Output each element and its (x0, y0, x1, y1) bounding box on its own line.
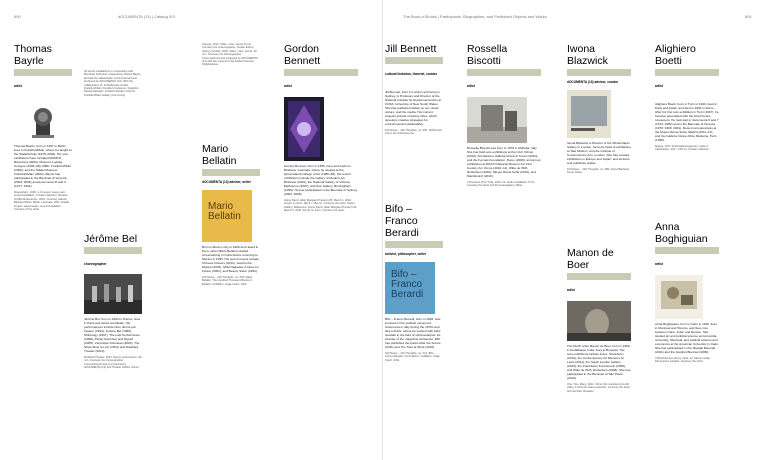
entry-works: 100 Notes – 100 Thoughts, no. 080. Iwona Blazwick, Some Notes. (567, 168, 630, 175)
biscotti-installation-photo (467, 97, 527, 143)
entry-works: One, Two, Many, 2012. 16mm film transferred to HD video, 3-channel video projection. Courtesy the artist and Jan Mot, Brussels. (567, 383, 630, 393)
entry-name: Jill Bennett (385, 43, 437, 55)
entry-name: Rossella Biscotti (467, 43, 508, 67)
de-boer-film-still-photo (567, 301, 631, 341)
boghiguian-drawing-image (655, 275, 703, 319)
right-running-head: The Book of Books | Participants, Biographies, and Published Objects and Works (403, 14, 547, 19)
entry-jill-bennett (385, 40, 443, 136)
entry-works: Home Décor (after Margaret Preston) #5, March 1, 2010. Acrylic on linen. 152.5 × 152 cm. Courtesy the artist, Sutton Gallery, Melbourne. Home Décor (after Margaret Preston) #6, March 3, 2010. Acrylic on linen. Courtesy the artist. (284, 199, 357, 213)
bel-performance-photo (84, 274, 142, 314)
entry-bio: Gordon Bennett, born in 1955, lives and works in Brisbane, Australia, where he studied at the Queensland College of Art (1986–88). His recent exhibitions include the Gallery of Modern Art, Brisbane (2010), the National Gallery of Victoria, Melbourne (2007), and Ikon Gallery, Birmingham (1999). He has participated in the Biennale of Sydney (2000; 2008). (284, 164, 358, 196)
entry-works: Rosenkranz, 2009. 1-ch sound, seven-part, sound installation. Private collection. Rosarie-Ich-Bei-Rosenkranz, 2010. Courtesy Galerie Barbara Weiss, Berlin. Laminate, 2011. Radial engine, sewed seam, sound installation. Courtesy of the artist. (14, 191, 69, 212)
entry-works: Unfinished Symphony, 2011–12. Mixed media. Dimensions variable. Courtesy the artist. (655, 357, 711, 364)
name-bar (567, 273, 631, 280)
entry-thomas-bayrle (14, 40, 72, 211)
entry-role: dOCUMENTA (13) adviser, writer (202, 180, 251, 184)
entry-role: artist (567, 288, 575, 292)
name-bar (385, 57, 443, 64)
entry-iwona-blazwick (567, 40, 631, 175)
left-page-number: 690 (14, 14, 21, 19)
entry-role: dOCUMENTA (13) adviser, curator (567, 80, 619, 84)
notebook-cover-title: Mario Bellatin (208, 201, 241, 222)
name-bar (284, 69, 358, 76)
bennett-painting-image (284, 97, 324, 161)
notebook-cover-title: Bifo – Franco Berardi (391, 269, 424, 300)
entry-bio: Bifo – Franco Berardi, born in 1949, was involved in the political movement Autonomia in Italy during the 1970s and fled to Paris, where he worked with Félix Guattari in the field of schizoanalysis. As founder of the magazine A/traverso, Bifo has published the books After the Future (2011) and The Soul at Work (2010). (385, 317, 441, 349)
entry-bio: Anna Boghiguian, born in Cairo in 1946, lives in Montreal and Toronto, and lives now between Cairo, India, and Europe. She studied art and political science at Concordia University, Montreal, and political science and economics at the American University in Cairo. She has participated in the Sharjah Biennial (2011) and the Istanbul Biennial (2009). (655, 322, 719, 354)
entry-role: artist (655, 262, 663, 266)
entry-role: activist, philosopher, writer (385, 252, 427, 256)
entry-works: Mappa, 1971. Embroidered tapestry made in Afghanistan. 140 × 235 cm. Private collection. (655, 145, 710, 152)
entry-bio: Iwona Blazwick is Director of the Whitechapel Gallery in London, formerly head of exhibitions at Tate Modern, and the Institute of Contemporary Arts, London. She has curated exhibitions in Europe and Japan, and lectures and publishes widely. (567, 141, 631, 165)
name-bar (385, 241, 443, 248)
entry-name: Manon de Boer (567, 247, 614, 271)
entry-manon-de-boer (567, 244, 631, 393)
notebook-cover (385, 262, 435, 314)
blazwick-notebook-cover (567, 90, 611, 138)
entry-anna-boghiguian (655, 218, 719, 364)
name-bar (202, 169, 260, 176)
name-bar (467, 69, 541, 76)
blazwick-notebook-image (567, 90, 611, 138)
bayrle-sculpture-image (14, 97, 72, 141)
entry-bio: Alighiero Boetti, born in Turin in 1940, lived in Paris and Kabul, and died in 1994 in Rome. After his first solo exhibition in Turin (1967), he became associated with the Arte Povera movement. He took part in documenta 5 and 7 (1972; 1982) and in the Biennale di Venezia (1978; 1990; 2001). Recent retrospectives at the Museo Reina Sofía, Madrid (2011–12), and the Galleria Civica d'Arte Moderna, Turin (1996). (655, 102, 719, 142)
entry-name: Mario Bellatin (202, 143, 237, 167)
entry-role: choreographer (84, 262, 107, 266)
art-notes: All sound installations in cooperation with Bernhard Schreiner, engineering: Robert Bayrle and Helmut Jakubowski. Commissioned and produced by dOCUMENTA (13). With the collaboration of: Schaufenster GmbH. Frankfurt/Main; Frankfurt Cantorum; Frankfurt Passionstheater; Frankfurt Modern Church; Frankfurt/Main Gallery Community. (84, 70, 141, 97)
entry-role: artist (284, 84, 292, 88)
entry-bifo (385, 200, 443, 362)
entry-bio: Thomas Bayrle, born in 1937 in Berlin, lives in Frankfurt/Main, where he taught at the Städelschule (1975–2002). His solo exhibitions have included MAMCO, Barcelona (2009), Museum Ludwig, Cologne (2006–09), MMK, Frankfurt/Main (2006), and the Städel Museum, Frankfurt/Main (2002). Bayrle has participated in the Biennale di Venezia (2003; 2009) and documenta III and II (1977; 1964). (14, 144, 72, 188)
entry-rossella-biscotti (467, 40, 541, 188)
right-page (383, 0, 765, 460)
bel-performance-image (84, 274, 142, 314)
entry-role: artist (14, 84, 22, 88)
entry-works: 100 Notes – 100 Thoughts, no. 003. Mario Bellatin, The Hundred Thousand Books of Bellatin. Ostfildern: Hatje Cantz, 2011. (202, 276, 253, 286)
entry-gordon-bennett (284, 40, 358, 213)
left-running-head: dOCUMENTA (13) | Catalog 3/3 (118, 14, 175, 19)
entry-name: Iwona Blazwick (567, 43, 608, 67)
name-bar (655, 247, 719, 254)
entry-works: 100 Notes – 100 Thoughts, no. 053. Jill Bennett, Life in the Anthropocene. (385, 129, 443, 136)
entry-bio: Born in Mexico City in 1960 and raised in Peru, writer Mario Bellatin studied screenwriting in Cuba before returning to Mexico in 1995. His recent novels include Chinese Flowers (2012), Jacobo the Mutant (2002), Shiki Nagaoka: A Nose for Fiction (2001), and Beauty Salon (1994). (202, 245, 259, 273)
entry-name: Gordon Bennett (284, 43, 321, 67)
entry-name: Alighiero Boetti (655, 43, 696, 67)
entry-name: Thomas Bayrle (14, 43, 52, 67)
bayrle-sculpture-photo (14, 97, 72, 141)
entry-name: Bifo – Franco Berardi (385, 203, 419, 239)
entry-bio: Jérôme Bel, born in 1964 in France, lives in Paris and works worldwide. His performances include Nom donné par l'auteur (1994), Jérôme Bel (1995), Shirtology (1997), The Last Performance (1998), Pichet Klunchun and Myself (2005), Véronique Doisneau (2004), The Show Must Go On (2001) and Disabled Theater (2012). (84, 317, 141, 353)
entry-name: Anna Boghiguian (655, 221, 708, 245)
entry-works: Disabled Theater, 2012. Dance performance. 90 min. Courtesy the choreographer. Commissioned and co-produced by dOCUMENTA (13) and Theater HORA, Zurich. (84, 356, 142, 370)
name-bar (567, 69, 631, 76)
entry-mario-bellatin (202, 140, 260, 286)
entry-bio: Jill Bennett, born in London and living in Sydney, is Professor and Director of the National Institute for Experimental Arts at COFA, University of New South Wales. She has published widely on art, visual culture, and the media. Her current projects include Cooking Cities, which develops creative strategies for environmental sustainability. (385, 90, 442, 126)
entry-jerome-bel (84, 230, 142, 370)
name-bar (655, 69, 719, 76)
entry-name: Jérôme Bel (84, 233, 138, 245)
entry-role: cultural historian, theorist, curator (385, 72, 438, 76)
notebook-cover (202, 190, 252, 242)
right-page-number: 691 (745, 14, 752, 19)
entry-works: 100 Notes – 100 Thoughts, no. 021. Bifo – Franco Berardi, Ironic Ethics. Ostfildern: Hatje Cantz, 2011. (385, 352, 440, 362)
de-boer-film-still (567, 301, 631, 341)
name-bar (84, 247, 142, 254)
boghiguian-drawing (655, 275, 703, 319)
entry-role: artist (467, 84, 475, 88)
bifo-notebook-cover (385, 262, 443, 314)
column-notes-3 (202, 40, 260, 67)
entry-bio: Rossella Biscotti was born in 1978 in Molfetta, Italy. She has held solo exhibitions at the CAC Vilnius (2012), Fondazione Galleria Civica di Trento (2010), and the Fermas Foundation, Rome (2009), and group exhibitions at MAXXI National Museum for 21st Century Art, Rome (2010–11), Witte de With, Rotterdam (2010), Museo Reina Sofía (2010), and Manifesta 8 (2010). (467, 146, 541, 178)
bennett-painting (284, 97, 324, 161)
biscotti-installation-image (467, 97, 541, 143)
column-notes: Canvas, 2010. Video, color, sound. 8 min. Courtesy the choreographer. Kodwo Eshun. Acting in Public, 2010. Video, color, sound. 20 min. Courtesy the choreographer. Commissioned and produced by dOCUMENTA (13) with the support of the Institut Français d'Afghanistan. (202, 43, 258, 67)
column-art-notes (84, 40, 142, 97)
name-bar (14, 69, 72, 76)
entry-bio: The Dutch artist Manon de Boer, born in 1966 in Kodaikanal, India, lives in Brussels. Her solo exhibitions include Index, Stockholm (2010), the Contemporary Art Museum St. Louis (2011), the South London Gallery (2010), the Frankfurter Kunstverein (2008), and Witte de With, Rotterdam (2008). She has participated in the Biennale di São Paulo (2010). (567, 344, 631, 380)
entry-alighiero-boetti (655, 40, 719, 152)
left-page (0, 0, 382, 460)
entry-works: Il Processo (The Trial), 2010–12. Audio installation, 8 hrs. Courtesy the artist and Prometeogallery, Milan. (467, 181, 536, 188)
bellatin-notebook-cover (202, 190, 260, 242)
entry-role: artist (655, 84, 663, 88)
